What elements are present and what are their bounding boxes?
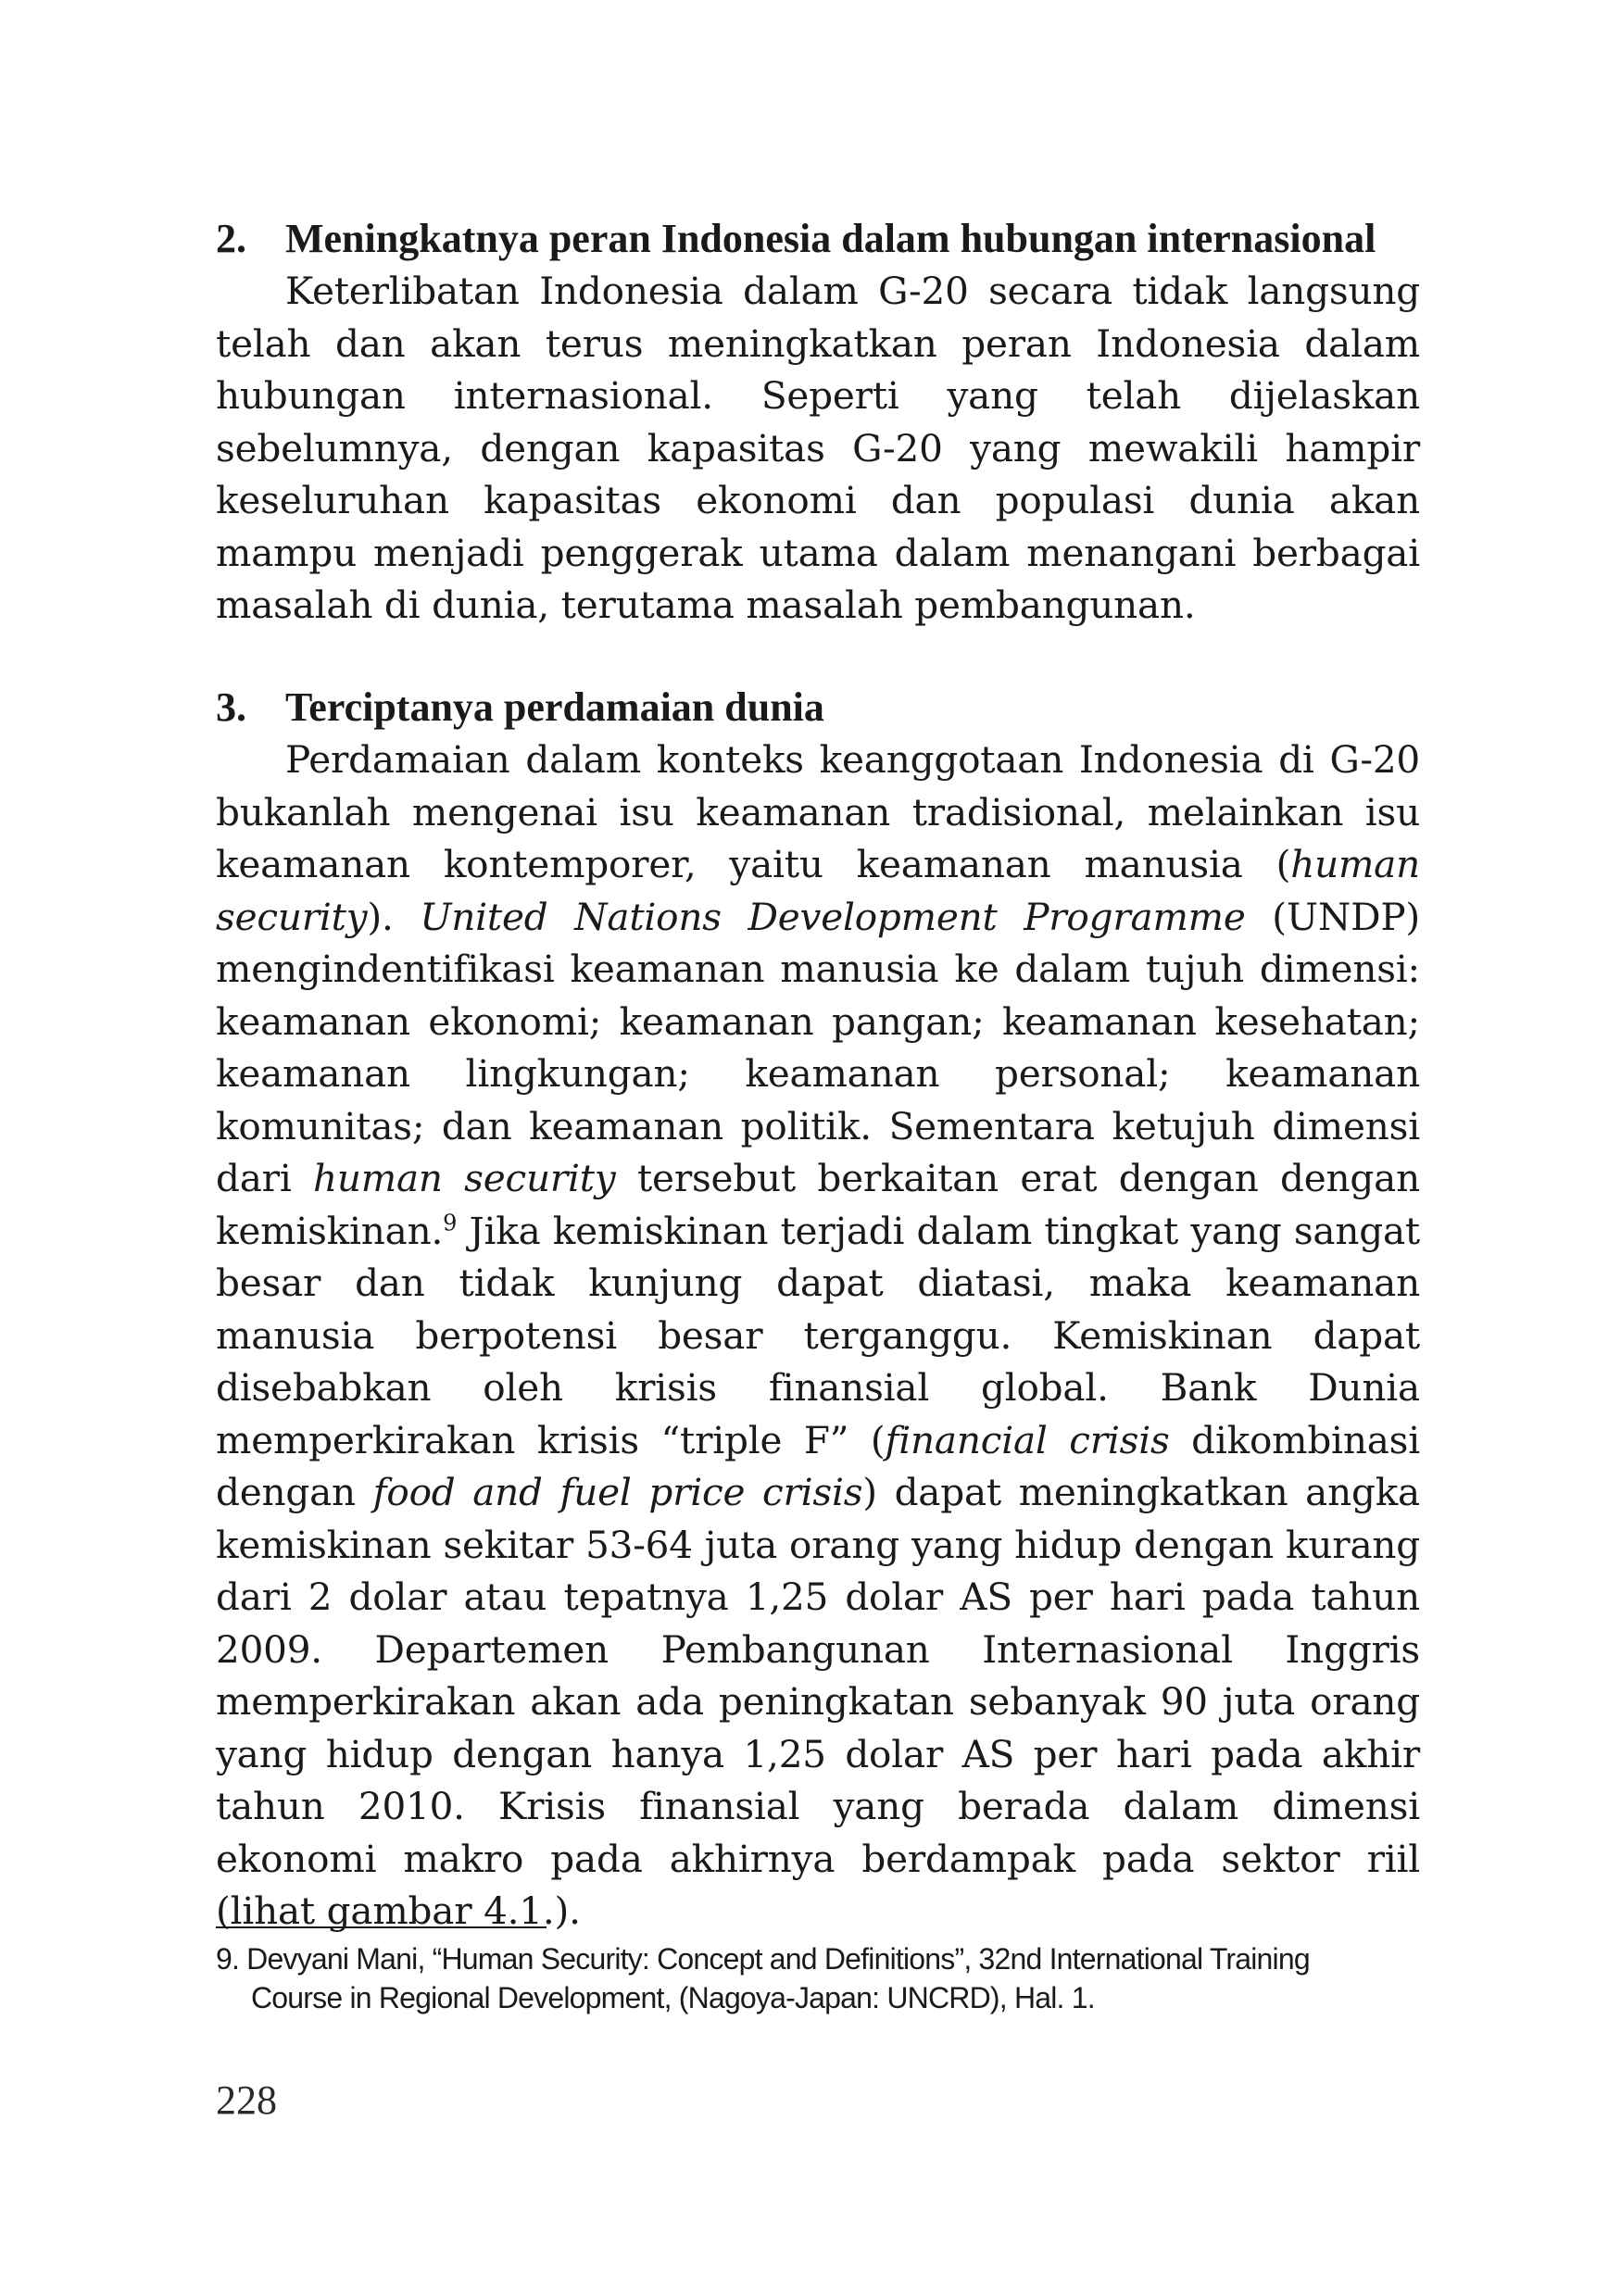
footnote-text-line-2: Course in Regional Development, (Nagoya-Japan: UNCRD), Hal. 1. <box>251 1981 1095 2014</box>
footnote-divider <box>216 1926 547 1928</box>
text-run: dikombinasi dengan <box>216 1417 1420 1514</box>
section-2 <box>216 213 1420 632</box>
section-2-number: 2. <box>216 216 246 261</box>
section-3-heading <box>216 682 1420 734</box>
section-3 <box>216 682 1420 1938</box>
italic-term: food and fuel price crisis <box>372 1470 863 1514</box>
section-2-heading <box>216 213 1420 265</box>
italic-term: United Nations Development Programme <box>420 894 1246 939</box>
text-run: (UNDP) mengindentifikasi keamanan manusia ke dalam tujuh dimensi: keamanan ekonomi; keamanan pangan; keamanan kesehatan; keamanan lingkungan; keamanan personal; keamanan komunitas; dan keamanan politik. Sementara ketujuh dimensi dari <box>216 894 1421 1200</box>
italic-term: human security <box>312 1156 616 1200</box>
section-3-number: 3. <box>216 684 246 730</box>
text-run: ) dapat meningkatkan angka kemiskinan sekitar 53-64 juta orang yang hidup dengan kurang dari 2 dolar atau tepatnya 1,25 dolar AS per hari pada tahun 2009. Departemen Pembangunan Internasional Inggris memperkirakan akan ada peningkatan sebanyak 90 juta orang yang hidup dengan hanya 1,25 dolar AS per hari pada akhir tahun 2010. Krisis finansial yang berada dalam dimensi ekonomi makro pada akhirnya berdampak pada sektor riil (lihat gambar 4.1.). <box>216 1470 1420 1933</box>
section-2-paragraph: Keterlibatan Indonesia dalam G-20 secara tidak langsung telah dan akan terus meningkatkan peran Indonesia dalam hubungan internasional. Seperti yang telah dijelaskan sebelumnya, dengan kapasitas G-20 yang mewakili hampir keseluruhan kapasitas ekonomi dan populasi dunia akan mampu menjadi penggerak utama dalam menangani berbagai masalah di dunia, terutama masalah pembangunan. <box>216 269 1420 627</box>
footnote-text-line-1: Devyani Mani, “Human Security: Concept and Definitions”, 32nd International Training <box>239 1942 1310 1976</box>
page-number: 228 <box>216 2077 277 2123</box>
text-run: Perdamaian dalam konteks keanggotaan Indonesia di G-20 bukanlah mengenai isu keamanan tradisional, melainkan isu keamanan kontemporer, yaitu keamanan manusia ( <box>216 737 1420 886</box>
italic-term: human security <box>216 842 1420 939</box>
section-3-paragraph <box>216 734 1420 1938</box>
italic-term: financial crisis <box>885 1417 1170 1462</box>
footnote-number: 9. <box>216 1942 240 1976</box>
footnote <box>216 1939 1429 2017</box>
text-run: Jika kemiskinan terjadi dalam tingkat yang sangat besar dan tidak kunjung dapat diatasi, maka keamanan manusia berpotensi besar terganggu. Kemiskinan dapat disebabkan oleh krisis finansial global. Bank Dunia memperkirakan krisis “triple F” ( <box>216 1208 1420 1462</box>
text-run: tersebut berkaitan erat dengan dengan kemiskinan. <box>216 1156 1420 1253</box>
section-3-title: Terciptanya perdamaian dunia <box>285 684 824 730</box>
section-2-title: Meningkatnya peran Indonesia dalam hubungan internasional <box>285 216 1376 261</box>
text-run: ). <box>367 894 421 939</box>
footnote-reference: 9 <box>443 1210 458 1236</box>
